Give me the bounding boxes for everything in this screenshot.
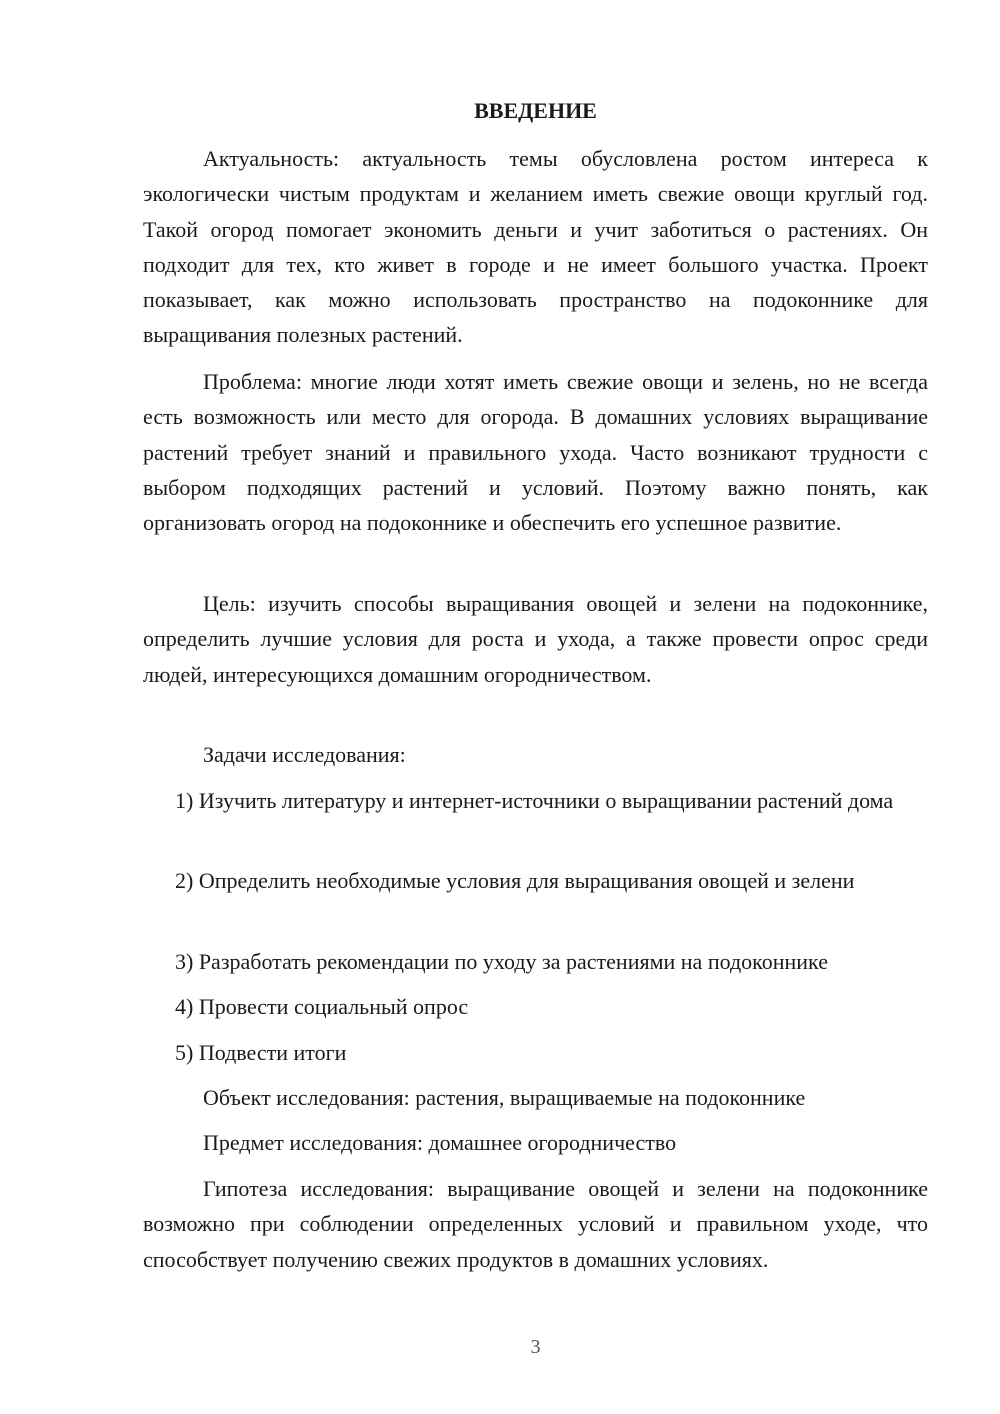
task-item-5: 5) Подвести итоги <box>175 1040 347 1065</box>
page-number: 3 <box>530 1336 541 1358</box>
hypothesis-paragraph: Гипотеза исследования: выращивание овощей и зелени на подоконнике возможно при соблюдении определенных условий и правильном уходе, что способствует получению свежих продуктов в домашних условиях. <box>143 1176 928 1272</box>
subject-line: Предмет исследования: домашнее огородничество <box>203 1130 677 1155</box>
problem-paragraph: Проблема: многие люди хотят иметь свежие овощи и зелень, но не всегда есть возможность или место для огорода. В домашних условиях выращивание растений требует знаний и правильного ухода. Часто возникают трудности с выбором подходящих растений и условий. Поэтому важно понять, как организовать огород на подоконнике и обеспечить его успешное развитие. <box>143 369 928 536</box>
task-item-3: 3) Разработать рекомендации по уходу за растениями на подоконнике <box>175 949 828 974</box>
task-item-2: 2) Определить необходимые условия для выращивания овощей и зелени <box>175 868 855 893</box>
object-line: Объект исследования: растения, выращиваемые на подоконнике <box>203 1085 806 1110</box>
goal-paragraph: Цель: изучить способы выращивания овощей и зелени на подоконнике, определить лучшие условия для роста и ухода, а также провести опрос среди людей, интересующихся домашним огородничеством. <box>143 591 928 687</box>
task-item-4: 4) Провести социальный опрос <box>175 994 469 1019</box>
tasks-title: Задачи исследования: <box>203 742 406 767</box>
relevance-paragraph: Актуальность: актуальность темы обусловлена ростом интереса к экологически чистым продуктам и желанием иметь свежие овощи круглый год. Такой огород помогает экономить деньги и учит заботиться о растениях. Он подходит для тех, кто живет в городе и не имеет большого участка. Проект показывает, как можно использовать пространство на подоконнике для выращивания полезных растений. <box>143 146 928 348</box>
task-item-1: 1) Изучить литературу и интернет-источники о выращивании растений дома <box>175 788 894 813</box>
section-heading: ВВЕДЕНИЕ <box>474 98 597 123</box>
